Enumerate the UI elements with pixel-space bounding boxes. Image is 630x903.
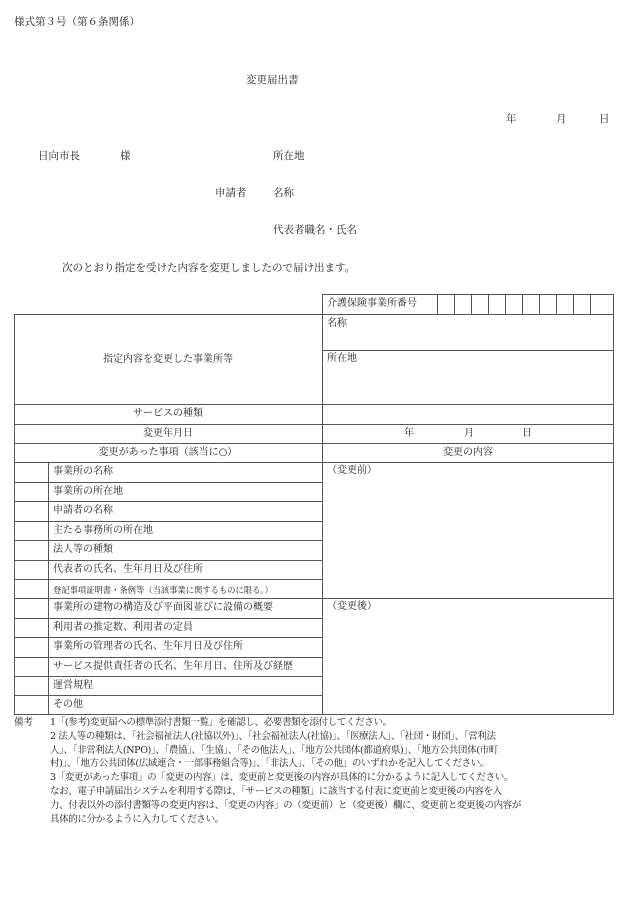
applicant-name-label: 名称 [273,187,294,199]
kaigo-number-digit-cells[interactable] [438,295,613,314]
item-label: 事業所の建物の構造及び平面図並びに設備の概要 [53,602,273,613]
item-label: 運営規程 [53,680,93,691]
item-label: 事業所の名称 [53,466,113,477]
note-line: 村)」、「地方公共団体(広域連合・一部事務組合等)」、「非法人」、「その他」のいずれかを記入してください。 [50,758,490,770]
date-month-label: 月 [556,113,567,125]
note-line: 具体的に分かるように入力してください。 [50,813,224,825]
change-date-year: 年 [404,428,414,439]
table-rule [14,482,322,483]
item-check-cell[interactable] [15,696,48,714]
after-label: （変更後） [327,601,377,612]
note-line: 力、付表以外の添付書類等の変更内容は、「変更の内容」の（変更前）と（変更後）欄に、変更前と変更後の内容が [50,799,522,811]
change-date-day: 日 [522,428,532,439]
table-rule [322,350,614,351]
form-code: 様式第３号（第６条関係） [14,16,140,28]
note-line: 3「変更があった事項」の「変更の内容」は、変更前と変更後の内容が具体的に分かるように記入してください。 [50,772,514,784]
item-check-cell[interactable] [15,658,48,676]
date-day-label: 日 [599,113,610,125]
table-rule [14,618,322,619]
item-check-cell[interactable] [15,561,48,579]
notes-block [50,716,521,826]
facility-name-label: 名称 [327,318,347,329]
table-rule [14,657,322,658]
table-rule [14,443,614,444]
applicant-group-label: 申請者 [215,187,247,199]
change-content-header: 変更の内容 [443,447,493,458]
table-rule [613,294,614,715]
table-rule [14,598,614,599]
table-rule [14,714,614,715]
applicant-address-label: 所在地 [273,150,305,162]
applicant-rep-label: 代表者職名・氏名 [273,224,357,236]
item-check-cell[interactable] [15,463,48,482]
change-date-month: 月 [464,428,474,439]
page-title: 変更届出書 [246,74,299,86]
item-label: 登記事項証明書・条例等（当該事業に関するものに限る。） [53,585,273,595]
note-line: 人」、「非営利法人(NPO)」、「農協」、「生協」、「その他法人」、「地方公共団体(都道府県)」、「地方公共団体(市町 [50,744,498,756]
table-rule [14,579,322,580]
table-rule [14,560,322,561]
item-check-cell[interactable] [15,619,48,637]
item-label: 事業所の管理者の氏名、生年月日及び住所 [53,641,243,652]
item-label: 利用者の推定数、利用者の定員 [53,622,193,633]
service-type-label: サービスの種類 [133,408,203,419]
item-label: 主たる事務所の所在地 [53,525,153,536]
table-rule [14,540,322,541]
addressee-honorific: 様 [120,150,131,162]
date-year-label: 年 [506,113,517,125]
item-check-cell[interactable] [15,638,48,657]
intro-text: 次のとおり指定を受けた内容を変更しましたので届け出ます。 [62,262,356,274]
item-check-cell[interactable] [15,580,48,598]
table-rule [14,424,614,425]
item-label: その他 [53,699,83,710]
kaigo-number-label: 介護保険事業所番号 [327,298,417,309]
before-label: （変更前） [327,465,377,476]
item-check-cell[interactable] [15,522,48,540]
item-check-cell[interactable] [15,483,48,501]
changed-items-header: 変更があった事項（該当に○） [98,447,238,458]
before-content-field[interactable] [323,478,613,598]
table-rule [48,462,49,715]
item-label: 事業所の所在地 [53,486,123,497]
facility-address-label: 所在地 [327,353,357,364]
table-rule [14,637,322,638]
after-content-field[interactable] [323,614,613,714]
service-type-field[interactable] [323,405,613,424]
item-check-cell[interactable] [15,541,48,560]
item-check-cell[interactable] [15,677,48,695]
table-rule [14,695,322,696]
table-rule [14,501,322,502]
item-check-cell[interactable] [15,599,48,618]
item-label: 法人等の種類 [53,544,113,555]
note-line: 1「(参考)変更届への標準添付書類一覧」を確認し、必要書類を添付してください。 [50,717,392,728]
facility-label: 指定内容を変更した事業所等 [103,354,233,365]
item-label: 代表者の氏名、生年月日及び住所 [53,564,203,575]
table-rule [14,521,322,522]
table-rule [14,314,614,315]
addressee-name: 日向市長 [38,150,80,162]
note-line: 2 法人等の種類は、「社会福祉法人(社協以外)」、「社会福祉法人(社協)」、「医療法人」、「社団・財団」、「営利法 [50,730,496,742]
note-line: なお、電子申請届出システムを利用する際は、「サービスの種類」に該当する付表に変更前と変更後の内容を入 [50,785,502,797]
notes-label: 備考 [14,717,34,728]
change-date-label: 変更年月日 [143,428,193,439]
item-label: 申請者の名称 [53,505,113,516]
table-rule [14,462,614,463]
item-label: サービス提供責任者の氏名、生年月日、住所及び経歴 [53,661,293,672]
table-rule [14,676,322,677]
item-check-cell[interactable] [15,502,48,521]
